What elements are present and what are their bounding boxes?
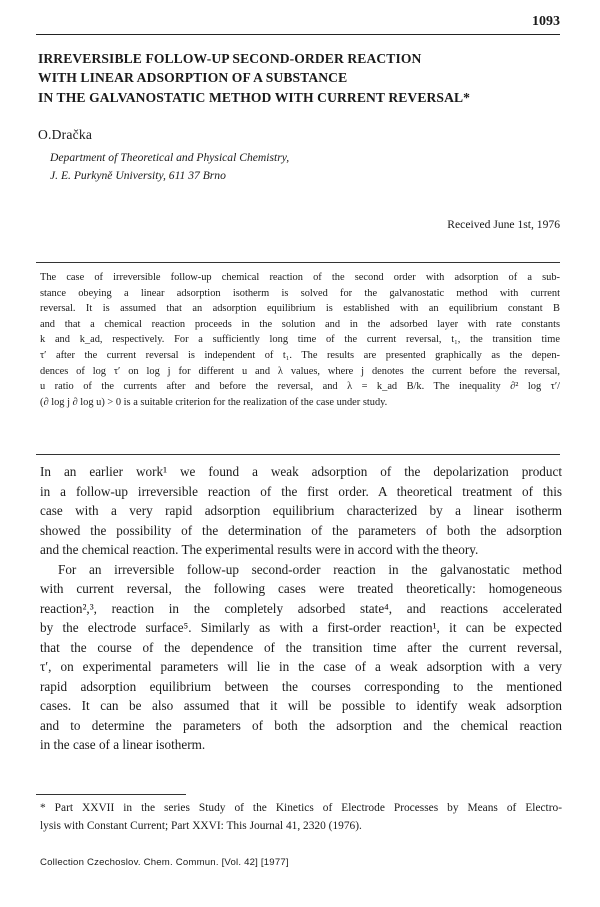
- body-line: and the chemical reaction. The experimental results were in accord with the theory.: [40, 542, 479, 557]
- body-line: and to determine the parameters of both the adsorption and the chemical reaction: [40, 717, 562, 733]
- author-name: O.Dračka: [38, 127, 93, 142]
- abstract-line: τ′ after the current reversal is independent of t₁. The results are presented graphically as the depen-: [40, 349, 560, 361]
- page-number: 1093: [532, 14, 560, 29]
- abstract-line: The case of irreversible follow-up chemical reaction of the second order with adsorption of a sub-: [40, 272, 560, 283]
- abstract-line: u ratio of the currents after and before the reversal, and λ = k_ad B/k. The inequality ∂² log τ′/: [40, 381, 560, 393]
- body-line: reaction²,³, reaction in the completely adsorbed state⁴, and reactions accelerated: [40, 600, 562, 616]
- body-line: showed the possibility of the determination of the parameters of both the adsorption: [40, 522, 562, 538]
- body-line: In an earlier work¹ we found a weak adsorption of the depolarization product: [40, 464, 562, 479]
- abstract-line: (∂ log j ∂ log u) > 0 is a suitable criterion for the realization of the case under study.: [40, 396, 388, 408]
- body-line: by the electrode surface⁵. Similarly as with a first-order reaction¹, it can be expected: [40, 620, 562, 635]
- body-text: [40, 462, 562, 755]
- affiliation-line: Department of Theoretical and Physical Chemistry,: [50, 151, 290, 164]
- article-title: [38, 49, 568, 107]
- header-rule: [36, 34, 560, 35]
- paragraph-2: [40, 560, 562, 755]
- abstract-line: and that a chemical reaction proceeds in the solution and in the adsorbed layer with rate constants: [40, 318, 560, 330]
- body-line: in the case of a linear isotherm.: [40, 737, 206, 752]
- title-line: WITH LINEAR ADSORPTION OF A SUBSTANCE: [38, 70, 348, 86]
- paragraph-1: [40, 462, 562, 560]
- body-line: cases. It can be also assumed that it will be possible to identify weak adsorption: [40, 698, 562, 713]
- body-line: For an irreversible follow-up second-order reaction in the galvanostatic method: [58, 561, 562, 577]
- footnote-line: * Part XXVII in the series Study of the Kinetics of Electrode Processes by Means of Electro-: [40, 802, 562, 814]
- abstract-top-rule: [36, 262, 560, 263]
- footnote-rule: [36, 794, 186, 795]
- body-line: τ′, on experimental parameters will lie in the case of a weak adsorption with a very: [40, 659, 562, 674]
- body-line: in a follow-up irreversible reaction of the first order. A theoretical treatment of this: [40, 483, 562, 499]
- body-line: that the course of the dependence of the transition time after the current reversal,: [40, 639, 562, 655]
- received-date: Received June 1st, 1976: [447, 218, 560, 231]
- abstract-line: reversal. It is assumed that an adsorption equilibrium is established with an equilibrium constant B: [40, 303, 560, 315]
- abstract: [40, 270, 560, 410]
- title-line: IRREVERSIBLE FOLLOW-UP SECOND-ORDER REACTION: [38, 51, 422, 66]
- footnote: [40, 799, 562, 835]
- footnote-line: lysis with Constant Current; Part XXVI: This Journal 41, 2320 (1976).: [40, 820, 362, 832]
- abstract-line: stance obeying a linear adsorption isotherm is solved for the galvanostatic method with current: [40, 287, 560, 299]
- abstract-bottom-rule: [36, 454, 560, 455]
- affiliation-line: J. E. Purkyně University, 611 37 Brno: [50, 168, 226, 182]
- affiliation: [50, 149, 289, 184]
- body-line: rapid adsorption equilibrium between the courses corresponding to the mentioned: [40, 678, 562, 694]
- body-line: with current reversal, the following cases were treated theoretically: homogeneous: [40, 581, 562, 596]
- body-line: case with a very rapid adsorption equilibrium characterized by a linear isotherm: [40, 503, 562, 518]
- running-footer: Collection Czechoslov. Chem. Commun. [Vol. 42] [1977]: [40, 857, 289, 868]
- abstract-line: dences of log τ′ on log j for different u and λ values, where j denotes the current before the reversal,: [40, 365, 560, 377]
- title-line: IN THE GALVANOSTATIC METHOD WITH CURRENT REVERSAL*: [38, 89, 471, 105]
- abstract-line: k and k_ad, respectively. For a sufficiently long time of the current reversal, t₁, the transition time: [40, 334, 560, 346]
